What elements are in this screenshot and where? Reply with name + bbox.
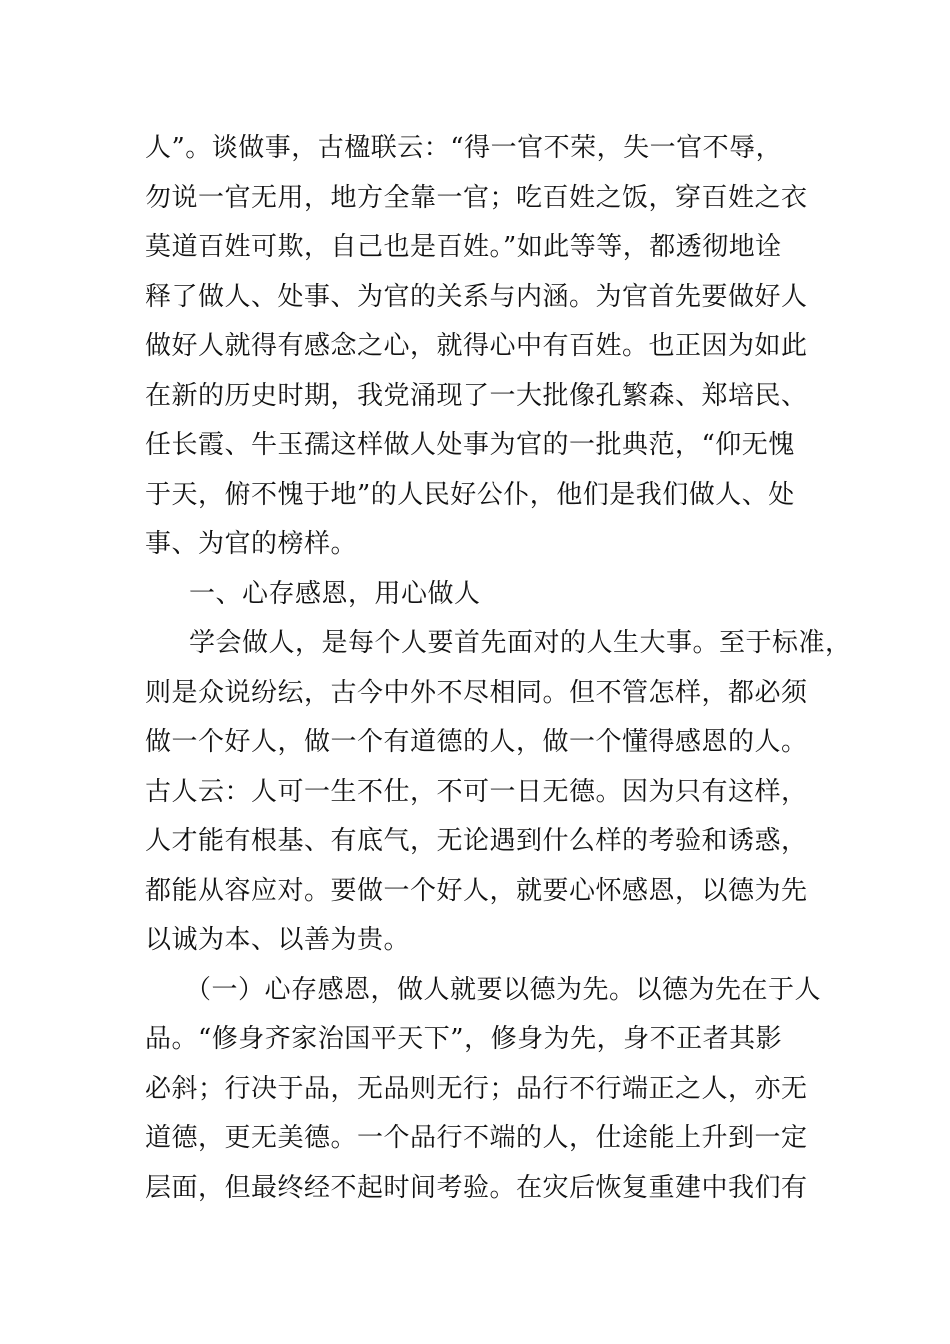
text-line: 都能从容应对。要做一个好人，就要心怀感恩，以德为先 <box>145 875 808 906</box>
text-line: 在新的历史时期，我党涌现了一大批像孔繁森、郑培民、 <box>145 380 808 411</box>
text-line: 古人云：人可一生不仕，不可一日无德。因为只有这样， <box>145 776 808 807</box>
text-line: 层面，但最终经不起时间考验。在灾后恢复重建中我们有 <box>145 1172 808 1203</box>
text-line: 任长霞、牛玉孺这样做人处事为官的一批典范，“仰无愧 <box>145 430 795 460</box>
paragraph-start-line: 学会做人，是每个人要首先面对的人生大事。至于标准， <box>189 628 852 658</box>
text-line: 做一个好人，做一个有道德的人，做一个懂得感恩的人。 <box>145 727 808 757</box>
section-heading: 一、心存感恩，用心做人 <box>189 578 481 609</box>
text-line: 人”。谈做事，古楹联云：“得一官不荣，失一官不辱， <box>145 133 783 163</box>
text-line: 以诚为本、以善为贵。 <box>145 925 411 955</box>
text-line: 品。“修身齐家治国平天下”，修身为先，身不正者其影 <box>145 1024 783 1054</box>
text-line: 勿说一官无用，地方全靠一官；吃百姓之饭，穿百姓之衣 <box>145 182 808 213</box>
text-line: 则是众说纷纭，古今中外不尽相同。但不管怎样，都必须 <box>145 677 808 708</box>
text-line: 必斜；行决于品，无品则无行；品行不行端正之人，亦无 <box>145 1073 808 1104</box>
text-line: 释了做人、处事、为官的关系与内涵。为官首先要做好人 <box>145 281 808 312</box>
text-line: 事、为官的榜样。 <box>145 529 358 559</box>
subsection-start-line: （一）心存感恩，做人就要以德为先。以德为先在于人 <box>185 974 822 1005</box>
text-line: 人才能有根基、有底气，无论遇到什么样的考验和诱惑， <box>145 826 808 856</box>
text-line: 于天，俯不愧于地”的人民好公仆，他们是我们做人、处 <box>145 479 795 510</box>
text-line: 做好人就得有感念之心，就得心中有百姓。也正因为如此 <box>145 331 808 361</box>
document-body <box>145 128 852 1217</box>
text-line: 道德，更无美德。一个品行不端的人，仕途能上升到一定 <box>145 1123 808 1153</box>
text-line: 莫道百姓可欺，自己也是百姓。”如此等等，都透彻地诠 <box>145 232 782 262</box>
